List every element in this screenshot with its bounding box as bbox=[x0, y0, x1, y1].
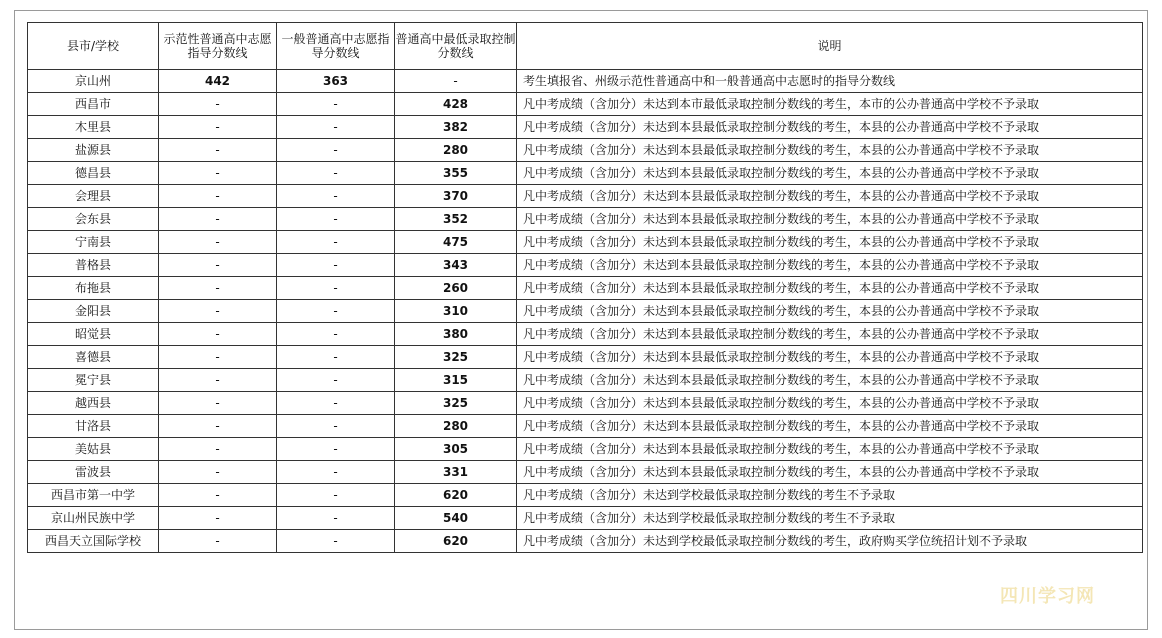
cell-model-line: - bbox=[159, 93, 277, 116]
cell-model-line: - bbox=[159, 231, 277, 254]
cell-min-line: 260 bbox=[395, 277, 517, 300]
table-body bbox=[28, 70, 1143, 553]
table-row bbox=[28, 346, 1143, 369]
cell-model-line: - bbox=[159, 484, 277, 507]
cell-note: 凡中考成绩（含加分）未达到本县最低录取控制分数线的考生，本县的公办普通高中学校不予录取 bbox=[517, 277, 1143, 300]
cell-county-school: 京山州民族中学 bbox=[28, 507, 159, 530]
header-note: 说明 bbox=[517, 23, 1143, 70]
cell-county-school: 雷波县 bbox=[28, 461, 159, 484]
table-row bbox=[28, 530, 1143, 553]
cell-model-line: - bbox=[159, 300, 277, 323]
table-row bbox=[28, 300, 1143, 323]
cell-min-line: 382 bbox=[395, 116, 517, 139]
cell-county-school: 普格县 bbox=[28, 254, 159, 277]
cell-note: 凡中考成绩（含加分）未达到学校最低录取控制分数线的考生，政府购买学位统招计划不予录取 bbox=[517, 530, 1143, 553]
cell-county-school: 布拖县 bbox=[28, 277, 159, 300]
cell-county-school: 金阳县 bbox=[28, 300, 159, 323]
header-min-control-line: 普通高中最低录取控制分数线 bbox=[395, 23, 517, 70]
cell-county-school: 德昌县 bbox=[28, 162, 159, 185]
cell-note: 凡中考成绩（含加分）未达到学校最低录取控制分数线的考生不予录取 bbox=[517, 484, 1143, 507]
cell-note: 凡中考成绩（含加分）未达到学校最低录取控制分数线的考生不予录取 bbox=[517, 507, 1143, 530]
cell-general-line: - bbox=[277, 484, 395, 507]
cell-model-line: - bbox=[159, 162, 277, 185]
cell-min-line: 305 bbox=[395, 438, 517, 461]
cell-general-line: - bbox=[277, 346, 395, 369]
cell-note: 凡中考成绩（含加分）未达到本县最低录取控制分数线的考生，本县的公办普通高中学校不予录取 bbox=[517, 438, 1143, 461]
table-row bbox=[28, 231, 1143, 254]
cell-general-line: - bbox=[277, 461, 395, 484]
cell-note: 凡中考成绩（含加分）未达到本市最低录取控制分数线的考生，本市的公办普通高中学校不予录取 bbox=[517, 93, 1143, 116]
cell-general-line: - bbox=[277, 231, 395, 254]
table-row bbox=[28, 484, 1143, 507]
table-row bbox=[28, 139, 1143, 162]
cell-note: 凡中考成绩（含加分）未达到本县最低录取控制分数线的考生，本县的公办普通高中学校不予录取 bbox=[517, 231, 1143, 254]
cell-general-line: - bbox=[277, 116, 395, 139]
table-row bbox=[28, 507, 1143, 530]
cell-general-line: - bbox=[277, 254, 395, 277]
cell-model-line: - bbox=[159, 323, 277, 346]
cell-county-school: 越西县 bbox=[28, 392, 159, 415]
cell-general-line: - bbox=[277, 438, 395, 461]
cell-note: 凡中考成绩（含加分）未达到本县最低录取控制分数线的考生，本县的公办普通高中学校不予录取 bbox=[517, 116, 1143, 139]
table-row bbox=[28, 70, 1143, 93]
cell-model-line: - bbox=[159, 185, 277, 208]
cell-note: 凡中考成绩（含加分）未达到本县最低录取控制分数线的考生，本县的公办普通高中学校不予录取 bbox=[517, 369, 1143, 392]
cell-min-line: 475 bbox=[395, 231, 517, 254]
cell-min-line: 325 bbox=[395, 392, 517, 415]
cell-min-line: 380 bbox=[395, 323, 517, 346]
cell-min-line: 280 bbox=[395, 139, 517, 162]
cell-note: 凡中考成绩（含加分）未达到本县最低录取控制分数线的考生，本县的公办普通高中学校不予录取 bbox=[517, 300, 1143, 323]
cell-min-line: 620 bbox=[395, 484, 517, 507]
cell-model-line: - bbox=[159, 507, 277, 530]
cell-county-school: 昭觉县 bbox=[28, 323, 159, 346]
table-row bbox=[28, 392, 1143, 415]
cell-model-line: - bbox=[159, 392, 277, 415]
cell-county-school: 甘洛县 bbox=[28, 415, 159, 438]
cell-model-line: - bbox=[159, 346, 277, 369]
cell-county-school: 喜德县 bbox=[28, 346, 159, 369]
cell-county-school: 宁南县 bbox=[28, 231, 159, 254]
cell-note: 凡中考成绩（含加分）未达到本县最低录取控制分数线的考生，本县的公办普通高中学校不予录取 bbox=[517, 139, 1143, 162]
cell-note: 考生填报省、州级示范性普通高中和一般普通高中志愿时的指导分数线 bbox=[517, 70, 1143, 93]
cell-note: 凡中考成绩（含加分）未达到本县最低录取控制分数线的考生，本县的公办普通高中学校不予录取 bbox=[517, 254, 1143, 277]
cell-min-line: 343 bbox=[395, 254, 517, 277]
table-row bbox=[28, 254, 1143, 277]
cell-county-school: 会东县 bbox=[28, 208, 159, 231]
cell-model-line: - bbox=[159, 277, 277, 300]
cell-min-line: 280 bbox=[395, 415, 517, 438]
cell-model-line: - bbox=[159, 139, 277, 162]
table-row bbox=[28, 208, 1143, 231]
header-general-school-line: 一般普通高中志愿指导分数线 bbox=[277, 23, 395, 70]
cell-min-line: 540 bbox=[395, 507, 517, 530]
cell-model-line: - bbox=[159, 208, 277, 231]
cell-note: 凡中考成绩（含加分）未达到本县最低录取控制分数线的考生，本县的公办普通高中学校不予录取 bbox=[517, 185, 1143, 208]
cell-county-school: 美姑县 bbox=[28, 438, 159, 461]
cell-model-line: 442 bbox=[159, 70, 277, 93]
cell-model-line: - bbox=[159, 369, 277, 392]
cell-note: 凡中考成绩（含加分）未达到本县最低录取控制分数线的考生，本县的公办普通高中学校不予录取 bbox=[517, 208, 1143, 231]
cell-general-line: - bbox=[277, 139, 395, 162]
table-row bbox=[28, 415, 1143, 438]
cell-model-line: - bbox=[159, 415, 277, 438]
cell-min-line: 370 bbox=[395, 185, 517, 208]
cell-note: 凡中考成绩（含加分）未达到本县最低录取控制分数线的考生，本县的公办普通高中学校不予录取 bbox=[517, 346, 1143, 369]
cell-general-line: - bbox=[277, 507, 395, 530]
cell-min-line: 325 bbox=[395, 346, 517, 369]
cell-min-line: 310 bbox=[395, 300, 517, 323]
cell-county-school: 京山州 bbox=[28, 70, 159, 93]
cell-county-school: 西昌天立国际学校 bbox=[28, 530, 159, 553]
cell-county-school: 西昌市 bbox=[28, 93, 159, 116]
cell-note: 凡中考成绩（含加分）未达到本县最低录取控制分数线的考生，本县的公办普通高中学校不予录取 bbox=[517, 162, 1143, 185]
table-row bbox=[28, 323, 1143, 346]
cell-note: 凡中考成绩（含加分）未达到本县最低录取控制分数线的考生，本县的公办普通高中学校不予录取 bbox=[517, 392, 1143, 415]
table-row bbox=[28, 369, 1143, 392]
cell-general-line: - bbox=[277, 185, 395, 208]
table-header-row bbox=[28, 23, 1143, 70]
cell-min-line: 428 bbox=[395, 93, 517, 116]
watermark: 四川学习网 bbox=[1000, 586, 1095, 607]
cell-county-school: 会理县 bbox=[28, 185, 159, 208]
cell-general-line: - bbox=[277, 323, 395, 346]
cell-min-line: 352 bbox=[395, 208, 517, 231]
cell-min-line: 331 bbox=[395, 461, 517, 484]
cell-model-line: - bbox=[159, 438, 277, 461]
header-model-school-line: 示范性普通高中志愿指导分数线 bbox=[159, 23, 277, 70]
cell-general-line: - bbox=[277, 277, 395, 300]
cell-note: 凡中考成绩（含加分）未达到本县最低录取控制分数线的考生，本县的公办普通高中学校不予录取 bbox=[517, 415, 1143, 438]
cell-general-line: 363 bbox=[277, 70, 395, 93]
cell-model-line: - bbox=[159, 530, 277, 553]
cell-note: 凡中考成绩（含加分）未达到本县最低录取控制分数线的考生，本县的公办普通高中学校不予录取 bbox=[517, 461, 1143, 484]
cell-min-line: 620 bbox=[395, 530, 517, 553]
cell-model-line: - bbox=[159, 254, 277, 277]
cell-general-line: - bbox=[277, 392, 395, 415]
cell-model-line: - bbox=[159, 461, 277, 484]
cell-note: 凡中考成绩（含加分）未达到本县最低录取控制分数线的考生，本县的公办普通高中学校不予录取 bbox=[517, 323, 1143, 346]
cell-min-line: 355 bbox=[395, 162, 517, 185]
table-row bbox=[28, 93, 1143, 116]
cell-min-line: - bbox=[395, 70, 517, 93]
table-row bbox=[28, 461, 1143, 484]
cell-general-line: - bbox=[277, 530, 395, 553]
cell-general-line: - bbox=[277, 93, 395, 116]
header-county-school: 县市/学校 bbox=[28, 23, 159, 70]
cell-general-line: - bbox=[277, 162, 395, 185]
score-table bbox=[27, 22, 1143, 553]
cell-model-line: - bbox=[159, 116, 277, 139]
cell-county-school: 木里县 bbox=[28, 116, 159, 139]
cell-county-school: 盐源县 bbox=[28, 139, 159, 162]
cell-general-line: - bbox=[277, 208, 395, 231]
table-row bbox=[28, 162, 1143, 185]
cell-general-line: - bbox=[277, 369, 395, 392]
table-row bbox=[28, 277, 1143, 300]
cell-county-school: 冕宁县 bbox=[28, 369, 159, 392]
table-row bbox=[28, 438, 1143, 461]
cell-general-line: - bbox=[277, 415, 395, 438]
cell-min-line: 315 bbox=[395, 369, 517, 392]
cell-general-line: - bbox=[277, 300, 395, 323]
table-row bbox=[28, 116, 1143, 139]
table-row bbox=[28, 185, 1143, 208]
cell-county-school: 西昌市第一中学 bbox=[28, 484, 159, 507]
